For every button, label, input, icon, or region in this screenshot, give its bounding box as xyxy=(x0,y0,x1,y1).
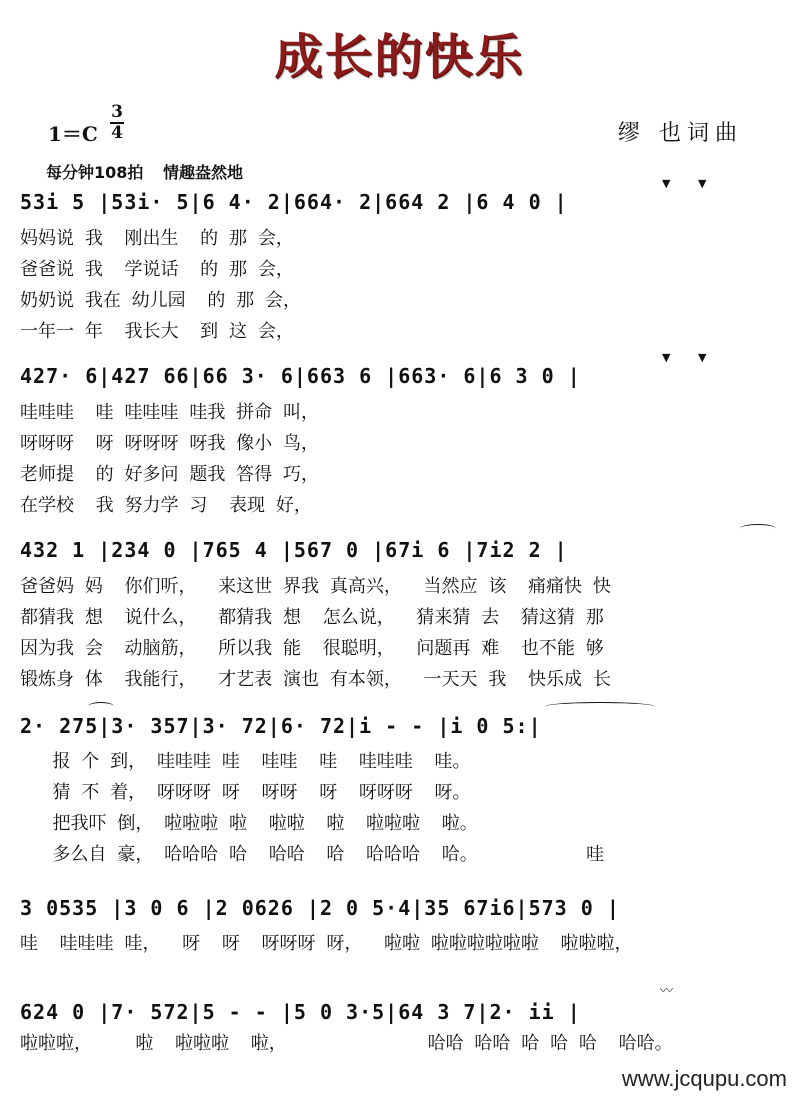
system-1-notes: 53i 5 |53i· 5|6 4· 2|664· 2|664 2 |6 4 0 | xyxy=(20,190,568,214)
tempo-mood: 情趣盎然地 xyxy=(162,163,243,182)
key-signature: 1＝C xyxy=(48,122,98,146)
system-4-notes: 2· 275|3· 357|3· 72|6· 72|i - - |i 0 5:| xyxy=(20,714,542,738)
staccato-mark: ▼ xyxy=(662,177,671,190)
system-6-notes: 624 0 |7· 572|5 - - |5 0 3·5|64 3 7|2· ii | xyxy=(20,1000,581,1024)
system-2-notes: 427· 6|427 66|66 3· 6|663 6 |663· 6|6 3 0 | xyxy=(20,364,581,388)
system-1-lyric-1: 妈妈说 我 刚出生 的 那 会， xyxy=(20,228,294,249)
time-signature xyxy=(110,104,124,142)
system-1-lyric-3: 奶奶说 我在 幼儿园 的 那 会， xyxy=(20,290,302,311)
staccato-mark: ▼ xyxy=(662,351,671,364)
tie-mark xyxy=(740,524,776,533)
system-2-lyric-4: 在学校 我 努力学 习 表现 好， xyxy=(20,495,312,516)
system-3-lyric-1: 爸爸妈 妈 你们听， 来这世 界我 真高兴， 当然应 该 痛痛快 快 xyxy=(20,576,611,597)
system-3-notes: 432 1 |234 0 |765 4 |567 0 |67i 6 |7i2 2 | xyxy=(20,538,568,562)
system-4-lyric-4: 多么自 豪， 哈哈哈 哈 哈哈 哈 哈哈哈 哈。 哇 xyxy=(20,844,605,865)
system-2-lyric-1: 哇哇哇 哇 哇哇哇 哇我 拼命 叫， xyxy=(20,402,320,423)
system-2-lyric-2: 呀呀呀 呀 呀呀呀 呀我 像小 鸟， xyxy=(20,433,320,454)
site-watermark: www.jcqupu.com xyxy=(621,1066,787,1091)
trill-mark: 〰 xyxy=(660,984,674,999)
song-title: 成长的快乐 xyxy=(274,29,525,85)
system-6-lyric-1: 啦啦啦， 啦 啦啦啦 啦， 哈哈 哈哈 哈 哈 哈 哈哈。 xyxy=(20,1033,673,1054)
system-4-lyric-2: 猜 不 着， 呀呀呀 呀 呀呀 呀 呀呀呀 呀。 xyxy=(20,782,471,803)
system-5-notes: 3 0535 |3 0 6 |2 0626 |2 0 5·4|35 67i6|573 0 | xyxy=(20,896,620,920)
staccato-mark: ▼ xyxy=(698,351,707,364)
system-5-lyric-1: 哇 哇哇哇 哇， 呀 呀 呀呀呀 呀， 啦啦 啦啦啦啦啦啦 啦啦啦， xyxy=(20,933,633,954)
system-3-lyric-4: 锻炼身 体 我能行， 才艺表 演也 有本领， 一天天 我 快乐成 长 xyxy=(20,669,611,690)
staccato-mark: ▼ xyxy=(698,177,707,190)
system-1-lyric-2: 爸爸说 我 学说话 的 那 会， xyxy=(20,259,294,280)
time-signature-top: 3 xyxy=(111,102,123,122)
tempo-speed: 每分钟108拍 xyxy=(46,163,144,182)
system-4-lyric-3: 把我吓 倒， 啦啦啦 啦 啦啦 啦 啦啦啦 啦。 xyxy=(20,813,478,834)
system-1-lyric-4: 一年一 年 我长大 到 这 会， xyxy=(20,321,294,342)
system-2-lyric-3: 老师提 的 好多问 题我 答得 巧， xyxy=(20,464,320,485)
tie-mark xyxy=(545,702,655,711)
time-signature-bottom: 4 xyxy=(111,123,123,143)
system-4-lyric-1: 报 个 到， 哇哇哇 哇 哇哇 哇 哇哇哇 哇。 xyxy=(20,751,471,772)
author-credit: 缪 也词曲 xyxy=(618,121,743,146)
tempo-marking xyxy=(46,160,257,183)
system-3-lyric-2: 都猜我 想 说什么， 都猜我 想 怎么说， 猜来猜 去 猜这猜 那 xyxy=(20,607,604,628)
slur-mark xyxy=(88,702,114,711)
system-3-lyric-3: 因为我 会 动脑筋， 所以我 能 很聪明， 问题再 难 也不能 够 xyxy=(20,638,604,659)
